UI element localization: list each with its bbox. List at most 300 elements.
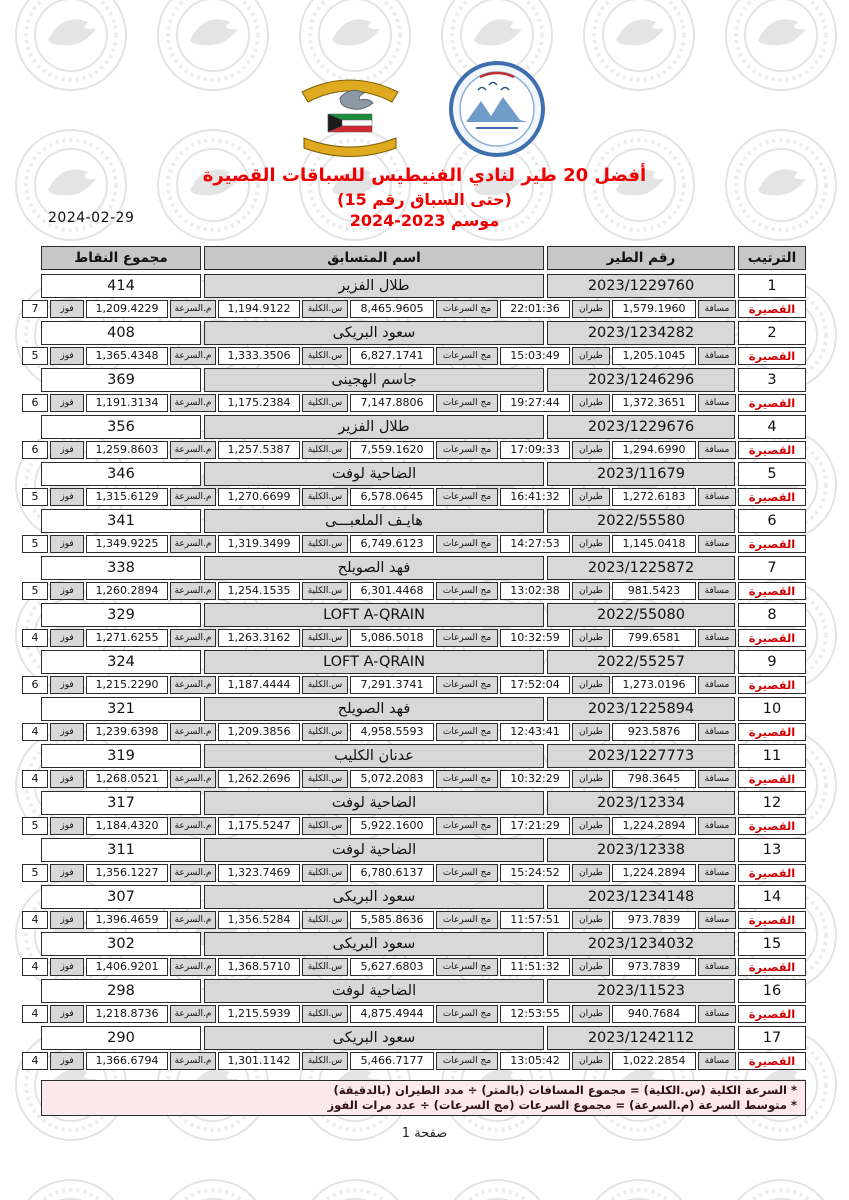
avg-speed-value: 1,396.4659 [86,911,168,929]
total-speed-label: س.الكلية [302,723,348,741]
total-speed-label: س.الكلية [302,629,348,647]
distance-value: 1,579.1960 [612,300,696,318]
distance-label: مسافة [698,582,736,600]
avg-speed-value: 1,218.8736 [86,1005,168,1023]
flight-time-value: 17:21:29 [500,817,570,835]
category-label: القصيرة [738,676,806,694]
flight-label: طيران [572,723,610,741]
header-name: اسم المتسابق [204,246,544,270]
avg-speed-value: 1,271.6255 [86,629,168,647]
avg-speed-label: م.السرعة [170,535,216,553]
page-title: أفضل 20 طير لنادي الفنيطيس للسباقات القصيرة [202,165,647,186]
entry-detail-row [20,394,806,412]
category-label: القصيرة [738,441,806,459]
flight-label: طيران [572,676,610,694]
bird-number: 2023/1229676 [547,415,735,439]
competitor-name: جاسم الهجينى [204,368,544,392]
avg-speed-value: 1,215.2290 [86,676,168,694]
total-speed-label: س.الكلية [302,770,348,788]
speeds-sum-value: 4,875.4944 [350,1005,434,1023]
category-label: القصيرة [738,958,806,976]
wins-value: 5 [22,864,48,882]
bird-number: 2023/1225894 [547,697,735,721]
competitor-name: الضاحية لوفت [204,979,544,1003]
avg-speed-label: م.السرعة [170,1005,216,1023]
entry-detail-row [20,1052,806,1070]
avg-speed-value: 1,209.4229 [86,300,168,318]
distance-value: 1,372.3651 [612,394,696,412]
flight-time-value: 14:27:53 [500,535,570,553]
table-body [20,274,806,1070]
entry-main-row [20,885,806,909]
total-speed-label: س.الكلية [302,300,348,318]
distance-label: مسافة [698,347,736,365]
result-entry [20,791,806,835]
wins-value: 5 [22,535,48,553]
speeds-sum-value: 6,301.4468 [350,582,434,600]
rank-value: 11 [738,744,806,768]
speeds-sum-value: 5,627.6803 [350,958,434,976]
flight-time-value: 12:53:55 [500,1005,570,1023]
category-label: القصيرة [738,817,806,835]
avg-speed-value: 1,356.1227 [86,864,168,882]
total-points: 319 [41,744,201,768]
speeds-sum-label: مج السرعات [436,394,498,412]
distance-value: 799.6581 [612,629,696,647]
page-number: صفحة 1 [401,1126,448,1141]
speeds-sum-label: مج السرعات [436,535,498,553]
result-entry [20,415,806,459]
avg-speed-value: 1,349.9225 [86,535,168,553]
speeds-sum-label: مج السرعات [436,770,498,788]
flight-label: طيران [572,1005,610,1023]
rank-value: 15 [738,932,806,956]
entry-detail-row [20,535,806,553]
result-entry [20,274,806,318]
distance-label: مسافة [698,629,736,647]
entry-main-row [20,1026,806,1050]
total-speed-label: س.الكلية [302,488,348,506]
total-speed-value: 1,263.3162 [218,629,300,647]
entry-main-row [20,744,806,768]
rank-value: 2 [738,321,806,345]
distance-value: 1,294.6990 [612,441,696,459]
footnote-total-speed: * السرعة الكلية (س.الكلية) = مجموع المسافات (بالمتر) ÷ مدد الطيران (بالدقيقة) [333,1083,797,1097]
flight-time-value: 16:41:32 [500,488,570,506]
entry-detail-row [20,770,806,788]
entry-main-row [20,791,806,815]
wins-value: 6 [22,394,48,412]
distance-label: مسافة [698,817,736,835]
total-points: 329 [41,603,201,627]
total-points: 324 [41,650,201,674]
entry-detail-row [20,676,806,694]
competitor-name: طلال الفزير [204,274,544,298]
speeds-sum-label: مج السرعات [436,1005,498,1023]
distance-value: 1,022.2854 [612,1052,696,1070]
wins-label: فوز [50,1005,84,1023]
wins-label: فوز [50,629,84,647]
entry-detail-row [20,347,806,365]
club-round-logo [448,60,546,158]
rank-value: 1 [738,274,806,298]
avg-speed-value: 1,268.0521 [86,770,168,788]
report-date: 2024-02-29 [48,210,135,226]
wins-value: 4 [22,911,48,929]
flight-time-value: 17:09:33 [500,441,570,459]
bird-number: 2023/1242112 [547,1026,735,1050]
entry-main-row [20,321,806,345]
distance-label: مسافة [698,676,736,694]
flight-label: طيران [572,629,610,647]
category-label: القصيرة [738,864,806,882]
results-table [20,246,806,1073]
bird-number: 2023/1229760 [547,274,735,298]
total-speed-label: س.الكلية [302,347,348,365]
distance-label: مسافة [698,441,736,459]
distance-label: مسافة [698,723,736,741]
wins-value: 5 [22,488,48,506]
category-label: القصيرة [738,770,806,788]
speeds-sum-value: 5,585.8636 [350,911,434,929]
flight-label: طيران [572,300,610,318]
distance-value: 1,272.6183 [612,488,696,506]
flight-label: طيران [572,582,610,600]
bird-number: 2022/55257 [547,650,735,674]
total-speed-value: 1,257.5387 [218,441,300,459]
avg-speed-value: 1,184.4320 [86,817,168,835]
wins-value: 5 [22,582,48,600]
entry-main-row [20,556,806,580]
distance-value: 923.5876 [612,723,696,741]
competitor-name: سعود البريكى [204,1026,544,1050]
avg-speed-value: 1,191.3134 [86,394,168,412]
total-speed-label: س.الكلية [302,582,348,600]
total-speed-label: س.الكلية [302,817,348,835]
entry-main-row [20,274,806,298]
competitor-name: سعود البريكى [204,932,544,956]
flight-label: طيران [572,347,610,365]
distance-value: 1,273.0196 [612,676,696,694]
bird-number: 2023/1234032 [547,932,735,956]
distance-label: مسافة [698,864,736,882]
wins-label: فوز [50,535,84,553]
avg-speed-value: 1,366.6794 [86,1052,168,1070]
total-speed-label: س.الكلية [302,676,348,694]
category-label: القصيرة [738,911,806,929]
bird-number: 2023/1246296 [547,368,735,392]
distance-value: 1,145.0418 [612,535,696,553]
total-points: 408 [41,321,201,345]
wins-value: 4 [22,1005,48,1023]
speeds-sum-label: مج السرعات [436,629,498,647]
entry-detail-row [20,864,806,882]
wins-label: فوز [50,958,84,976]
distance-label: مسافة [698,535,736,553]
speeds-sum-label: مج السرعات [436,911,498,929]
competitor-name: سعود البريكى [204,321,544,345]
entry-detail-row [20,441,806,459]
result-entry [20,932,806,976]
wins-value: 6 [22,441,48,459]
rank-value: 8 [738,603,806,627]
total-speed-label: س.الكلية [302,864,348,882]
speeds-sum-label: مج السرعات [436,300,498,318]
distance-value: 973.7839 [612,911,696,929]
bird-number: 2022/55080 [547,603,735,627]
category-label: القصيرة [738,629,806,647]
entry-detail-row [20,958,806,976]
wins-value: 5 [22,347,48,365]
flight-label: طيران [572,911,610,929]
avg-speed-label: م.السرعة [170,911,216,929]
result-entry [20,697,806,741]
wins-value: 4 [22,723,48,741]
distance-value: 940.7684 [612,1005,696,1023]
result-entry [20,462,806,506]
category-label: القصيرة [738,394,806,412]
flight-time-value: 11:57:51 [500,911,570,929]
total-speed-value: 1,333.3506 [218,347,300,365]
competitor-name: الضاحية لوفت [204,838,544,862]
wins-label: فوز [50,347,84,365]
flight-label: طيران [572,488,610,506]
speeds-sum-label: مج السرعات [436,347,498,365]
total-speed-value: 1,187.4444 [218,676,300,694]
result-entry [20,744,806,788]
entry-main-row [20,932,806,956]
page-subtitle-race: (حتى السباق رقم 15) [337,190,512,209]
rank-value: 17 [738,1026,806,1050]
distance-value: 798.3645 [612,770,696,788]
competitor-name: عدنان الكليب [204,744,544,768]
header-rank: الترتيب [738,246,806,270]
avg-speed-value: 1,259.8603 [86,441,168,459]
speeds-sum-value: 6,827.1741 [350,347,434,365]
result-entry [20,1026,806,1070]
category-label: القصيرة [738,723,806,741]
flight-time-value: 12:43:41 [500,723,570,741]
wins-value: 4 [22,770,48,788]
category-label: القصيرة [738,488,806,506]
flight-time-value: 13:05:42 [500,1052,570,1070]
total-points: 414 [41,274,201,298]
entry-main-row [20,603,806,627]
avg-speed-label: م.السرعة [170,817,216,835]
wins-label: فوز [50,817,84,835]
total-speed-value: 1,323.7469 [218,864,300,882]
competitor-name: طلال الفزير [204,415,544,439]
avg-speed-label: م.السرعة [170,770,216,788]
category-label: القصيرة [738,1052,806,1070]
avg-speed-label: م.السرعة [170,441,216,459]
total-speed-value: 1,301.1142 [218,1052,300,1070]
wins-value: 5 [22,817,48,835]
rank-value: 13 [738,838,806,862]
rank-value: 10 [738,697,806,721]
entry-main-row [20,509,806,533]
flight-time-value: 17:52:04 [500,676,570,694]
entry-detail-row [20,629,806,647]
flight-label: طيران [572,770,610,788]
entry-detail-row [20,488,806,506]
wins-label: فوز [50,394,84,412]
total-speed-value: 1,209.3856 [218,723,300,741]
bird-number: 2023/11679 [547,462,735,486]
total-speed-label: س.الكلية [302,441,348,459]
entry-main-row [20,650,806,674]
entry-main-row [20,415,806,439]
flight-time-value: 10:32:59 [500,629,570,647]
distance-value: 973.7839 [612,958,696,976]
entry-main-row [20,838,806,862]
rank-value: 9 [738,650,806,674]
entry-detail-row [20,723,806,741]
total-points: 346 [41,462,201,486]
total-speed-value: 1,175.5247 [218,817,300,835]
total-speed-value: 1,270.6699 [218,488,300,506]
competitor-name: سعود البريكى [204,885,544,909]
entry-detail-row [20,1005,806,1023]
flight-label: طيران [572,817,610,835]
avg-speed-label: م.السرعة [170,629,216,647]
result-entry [20,979,806,1023]
avg-speed-label: م.السرعة [170,300,216,318]
distance-label: مسافة [698,394,736,412]
footnotes-box [41,1080,806,1116]
distance-label: مسافة [698,1052,736,1070]
total-points: 341 [41,509,201,533]
wins-value: 6 [22,676,48,694]
total-speed-label: س.الكلية [302,911,348,929]
speeds-sum-label: مج السرعات [436,958,498,976]
avg-speed-label: م.السرعة [170,394,216,412]
competitor-name: الضاحية لوفت [204,462,544,486]
bird-number: 2023/1234282 [547,321,735,345]
bird-number: 2023/1234148 [547,885,735,909]
bird-number: 2023/1225872 [547,556,735,580]
result-entry [20,509,806,553]
entry-detail-row [20,911,806,929]
total-points: 317 [41,791,201,815]
flight-label: طيران [572,394,610,412]
result-entry [20,556,806,600]
flight-time-value: 22:01:36 [500,300,570,318]
avg-speed-value: 1,365.4348 [86,347,168,365]
category-label: القصيرة [738,582,806,600]
kuwait-pigeon-club-emblem-logo [290,66,410,162]
wins-label: فوز [50,1052,84,1070]
distance-label: مسافة [698,911,736,929]
result-entry [20,650,806,694]
avg-speed-label: م.السرعة [170,723,216,741]
wins-label: فوز [50,488,84,506]
wins-label: فوز [50,770,84,788]
avg-speed-label: م.السرعة [170,676,216,694]
total-speed-value: 1,356.5284 [218,911,300,929]
bird-number: 2023/11523 [547,979,735,1003]
bird-number: 2023/12334 [547,791,735,815]
rank-value: 6 [738,509,806,533]
speeds-sum-label: مج السرعات [436,676,498,694]
flight-time-value: 10:32:29 [500,770,570,788]
category-label: القصيرة [738,300,806,318]
total-points: 311 [41,838,201,862]
distance-label: مسافة [698,300,736,318]
avg-speed-label: م.السرعة [170,864,216,882]
bird-number: 2022/55580 [547,509,735,533]
rank-value: 5 [738,462,806,486]
flight-label: طيران [572,535,610,553]
total-speed-value: 1,254.1535 [218,582,300,600]
distance-label: مسافة [698,1005,736,1023]
speeds-sum-value: 4,958.5593 [350,723,434,741]
avg-speed-label: م.السرعة [170,1052,216,1070]
entry-detail-row [20,582,806,600]
total-speed-label: س.الكلية [302,958,348,976]
flight-label: طيران [572,958,610,976]
total-points: 338 [41,556,201,580]
category-label: القصيرة [738,1005,806,1023]
avg-speed-label: م.السرعة [170,488,216,506]
speeds-sum-value: 8,465.9605 [350,300,434,318]
competitor-name: فهد الصويلح [204,556,544,580]
speeds-sum-value: 7,291.3741 [350,676,434,694]
avg-speed-value: 1,239.6398 [86,723,168,741]
distance-value: 1,224.2894 [612,864,696,882]
flight-label: طيران [572,441,610,459]
total-points: 290 [41,1026,201,1050]
wins-label: فوز [50,911,84,929]
competitor-name: هايـف الملعبـــى [204,509,544,533]
wins-label: فوز [50,582,84,600]
speeds-sum-value: 5,086.5018 [350,629,434,647]
avg-speed-value: 1,406.9201 [86,958,168,976]
wins-value: 7 [22,300,48,318]
total-speed-value: 1,194.9122 [218,300,300,318]
wins-label: فوز [50,676,84,694]
distance-label: مسافة [698,958,736,976]
rank-value: 14 [738,885,806,909]
total-speed-value: 1,368.5710 [218,958,300,976]
speeds-sum-label: مج السرعات [436,1052,498,1070]
entry-main-row [20,462,806,486]
category-label: القصيرة [738,347,806,365]
table-header-row [20,246,806,270]
speeds-sum-label: مج السرعات [436,817,498,835]
flight-time-value: 19:27:44 [500,394,570,412]
speeds-sum-label: مج السرعات [436,582,498,600]
entry-detail-row [20,817,806,835]
flight-label: طيران [572,1052,610,1070]
flight-time-value: 13:02:38 [500,582,570,600]
entry-main-row [20,697,806,721]
speeds-sum-value: 6,578.0645 [350,488,434,506]
distance-value: 1,205.1045 [612,347,696,365]
wins-label: فوز [50,300,84,318]
rank-value: 7 [738,556,806,580]
page-subtitle-season: موسم 2023-2024 [349,211,500,230]
total-points: 321 [41,697,201,721]
total-speed-label: س.الكلية [302,394,348,412]
speeds-sum-value: 6,749.6123 [350,535,434,553]
avg-speed-value: 1,260.2894 [86,582,168,600]
total-speed-value: 1,215.5939 [218,1005,300,1023]
total-points: 298 [41,979,201,1003]
flight-time-value: 11:51:32 [500,958,570,976]
total-speed-value: 1,319.3499 [218,535,300,553]
distance-label: مسافة [698,488,736,506]
